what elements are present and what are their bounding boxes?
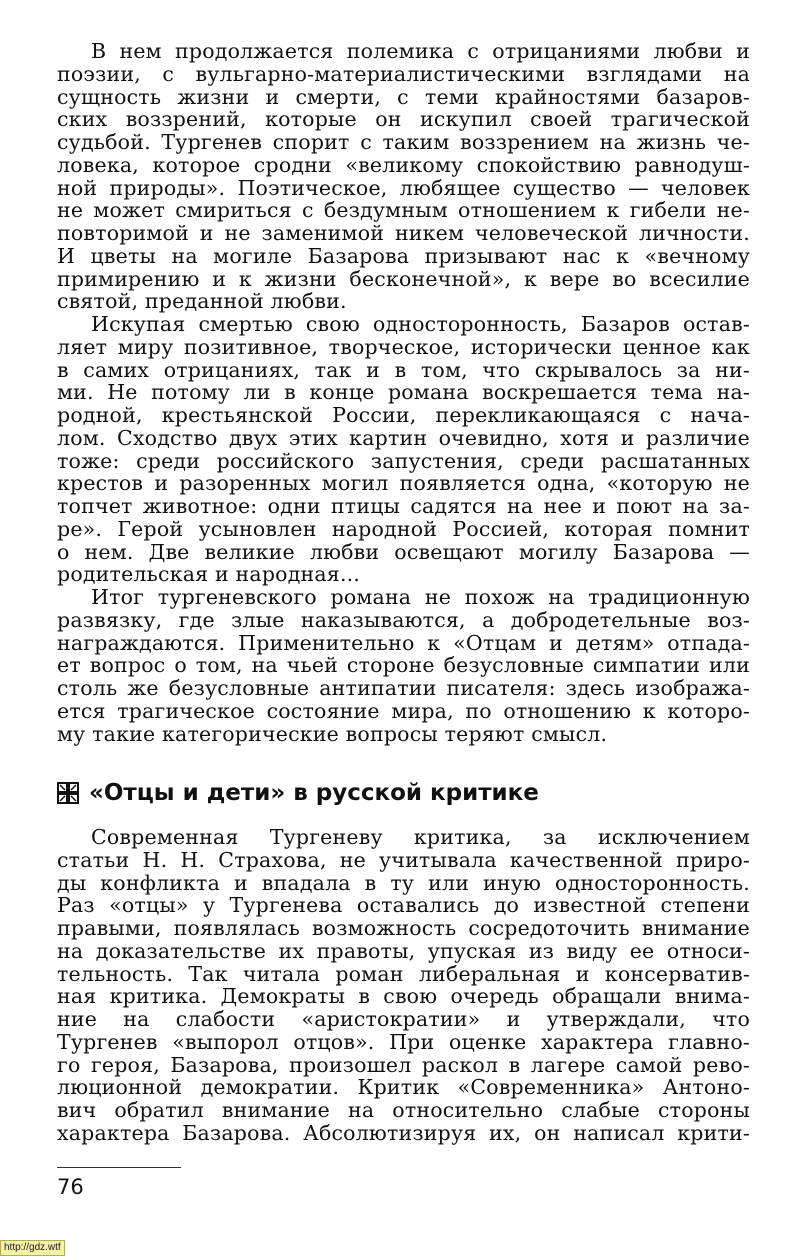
text-line: в самих отрицаниях, так и в том, что скрывалось за ни- <box>57 357 750 382</box>
text-line: Искупая смертью свою односторонность, Базаров остав- <box>91 312 750 336</box>
text-line: столь же безусловные антипатии писателя: здесь изобража- <box>57 676 750 700</box>
text-line: судьбой. Тургенев спорит с таким воззрением на жизнь че- <box>57 130 750 154</box>
text-line: святой, преданной любви. <box>57 289 347 314</box>
paragraph <box>57 313 750 586</box>
text-line: В нем продолжается полемика с отрицаниями любви и <box>91 39 750 63</box>
text-line: не может смириться с бездумным отношением к гибели не- <box>57 198 750 223</box>
paragraph <box>57 40 750 313</box>
text-line: награждаются. Применительно к «Отцам и детям» отпада- <box>57 630 750 655</box>
watermark-link[interactable]: http://gdz.wtf <box>0 1240 65 1256</box>
text-line: Итог тургеневского романа не похож на традиционную <box>91 585 750 609</box>
text-line: родительская и народная... <box>57 562 361 587</box>
text-line: примирению и к жизни бесконечной», к вере во всесилие <box>57 266 750 291</box>
paragraph <box>57 826 750 1145</box>
page-number: 76 <box>57 1175 84 1199</box>
section-heading <box>57 780 539 806</box>
text-line: лом. Сходство двух этих картин очевидно, хотя и различие <box>57 425 750 450</box>
section-marker-icon <box>57 782 79 804</box>
section-title: «Отцы и дети» в русской критике <box>89 780 539 806</box>
text-block-top <box>57 40 750 745</box>
text-block-bottom <box>57 826 750 1145</box>
text-line: тоже: среди российского запустения, среди расшатанных <box>57 448 750 473</box>
text-line: крестов и разоренных могил появляется одна, «которую не <box>57 471 750 496</box>
text-line: ет вопрос о том, на чьей стороне безусловные симпатии или <box>57 653 750 678</box>
text-line: ре». Герой усыновлен народной Россией, которая помнит <box>57 516 750 541</box>
text-line: Раз «отцы» у Тургенева оставались до известной степени <box>57 893 750 918</box>
text-line: статьи Н. Н. Страхова, не учитывала качественной приро- <box>57 847 750 872</box>
paragraph <box>57 586 750 745</box>
text-line: о нем. Две великие любви освещают могилу Базарова — <box>57 539 750 564</box>
text-line: ды конфликта и впадала в ту или иную односторонность. <box>57 870 750 895</box>
text-line: го героя, Базарова, произошел раскол в лагере самой рево- <box>57 1052 750 1077</box>
footnote-rule <box>57 1167 181 1168</box>
text-line: характера Базарова. Абсолютизируя их, он написал крити- <box>57 1120 750 1145</box>
text-line: люционной демократии. Критик «Современника» Антоно- <box>57 1075 750 1100</box>
text-line: ется трагическое состояние мира, по отношению к которо- <box>57 698 750 723</box>
text-line: ляет миру позитивное, творческое, исторически ценное как <box>57 334 750 359</box>
text-line: топчет животное: одни птицы садятся на нее и поют на за- <box>57 494 750 518</box>
text-line: Тургенев «выпорол отцов». При оценке характера главно- <box>57 1029 750 1054</box>
text-line: ная критика. Демократы в свою очередь обращали внима- <box>57 984 750 1009</box>
text-line: Современная Тургеневу критика, за исключением <box>91 825 750 849</box>
text-line: повторимой и не заменимой никем человеческой личности. <box>57 221 750 245</box>
text-line: правыми, появлялась возможность сосредоточить внимание <box>57 916 750 940</box>
text-line: поэзии, с вульгарно-материалистическими взглядами на <box>57 61 750 86</box>
text-line: ских воззрений, которые он искупил своей трагической <box>57 107 750 132</box>
text-line: му такие категорические вопросы теряют смысл. <box>57 721 608 746</box>
text-line: тельность. Так читала роман либеральная и консерватив- <box>57 961 750 986</box>
text-line: сущность жизни и смерти, с теми крайностями базаров- <box>57 84 750 109</box>
text-line: вич обратил внимание на относительно слабые стороны <box>57 1098 750 1122</box>
text-line: ной природы». Поэтическое, любящее существо — человек <box>57 175 750 200</box>
text-line: на доказательстве их правоты, упуская из виду ее относи- <box>57 938 750 963</box>
text-line: развязку, где злые наказываются, а добродетельные воз- <box>57 607 750 632</box>
text-line: ние на слабости «аристократии» и утверждали, что <box>57 1007 750 1031</box>
text-line: родной, крестьянской России, перекликающаяся с нача- <box>57 403 750 427</box>
text-line: И цветы на могиле Базарова призывают нас к «вечному <box>57 243 750 268</box>
text-line: ми. Не потому ли в конце романа воскрешается тема на- <box>57 380 750 405</box>
text-line: ловека, которое сродни «великому спокойствию равнодуш- <box>57 152 750 177</box>
